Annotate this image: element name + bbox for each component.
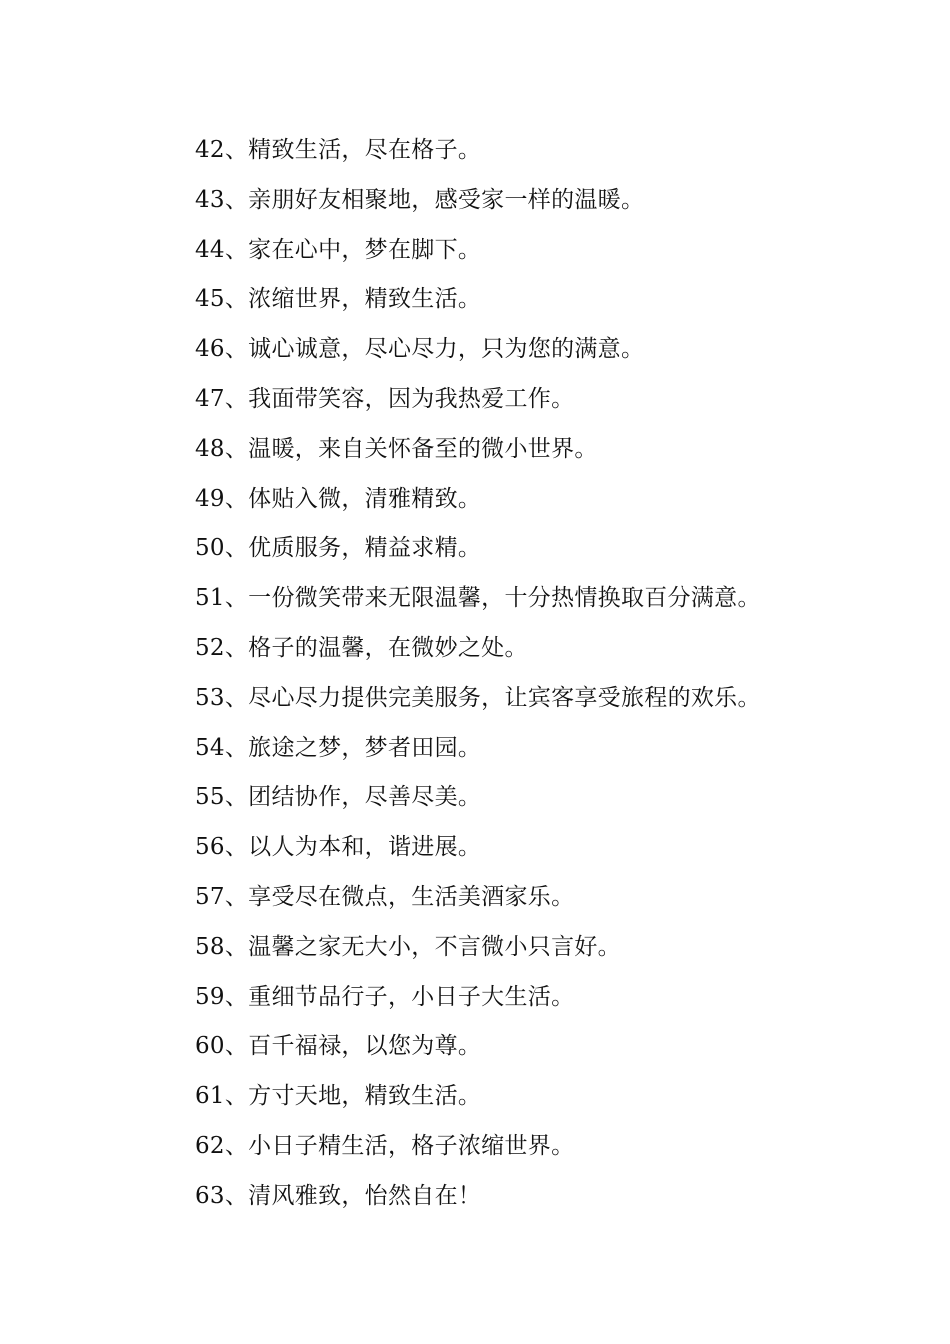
list-item: 47、我面带笑容，因为我热爱工作。 bbox=[195, 385, 575, 412]
list-item: 59、重细节品行子，小日子大生活。 bbox=[195, 983, 575, 1010]
list-item: 45、浓缩世界，精致生活。 bbox=[195, 286, 482, 313]
list-item: 54、旅途之梦，梦者田园。 bbox=[195, 734, 482, 761]
list-item: 50、优质服务，精益求精。 bbox=[195, 535, 482, 562]
list-item: 57、享受尽在微点，生活美酒家乐。 bbox=[195, 883, 575, 910]
list-item: 52、格子的温馨，在微妙之处。 bbox=[195, 634, 528, 661]
list-item: 61、方寸天地，精致生活。 bbox=[195, 1083, 482, 1110]
list-item: 48、温暖，来自关怀备至的微小世界。 bbox=[195, 435, 598, 462]
list-item: 55、团结协作，尽善尽美。 bbox=[195, 784, 482, 811]
list-item: 60、百千福禄，以您为尊。 bbox=[195, 1033, 482, 1060]
list-item: 43、亲朋好友相聚地，感受家一样的温暖。 bbox=[195, 186, 645, 213]
list-item: 49、体贴入微，清雅精致。 bbox=[195, 485, 482, 512]
list-item: 58、温馨之家无大小，不言微小只言好。 bbox=[195, 933, 621, 960]
list-item: 44、家在心中，梦在脚下。 bbox=[195, 236, 482, 263]
list-item: 56、以人为本和，谐进展。 bbox=[195, 834, 482, 861]
list-item: 62、小日子精生活，格子浓缩世界。 bbox=[195, 1132, 575, 1159]
list-item: 42、精致生活，尽在格子。 bbox=[195, 137, 482, 163]
list-item: 51、一份微笑带来无限温馨，十分热情换取百分满意。 bbox=[195, 585, 761, 612]
list-item: 63、清风雅致，怡然自在！ bbox=[195, 1182, 482, 1209]
slogan-list bbox=[195, 126, 915, 1222]
list-item: 46、诚心诚意，尽心尽力，只为您的满意。 bbox=[195, 336, 645, 363]
list-item: 53、尽心尽力提供完美服务，让宾客享受旅程的欢乐。 bbox=[195, 684, 761, 711]
